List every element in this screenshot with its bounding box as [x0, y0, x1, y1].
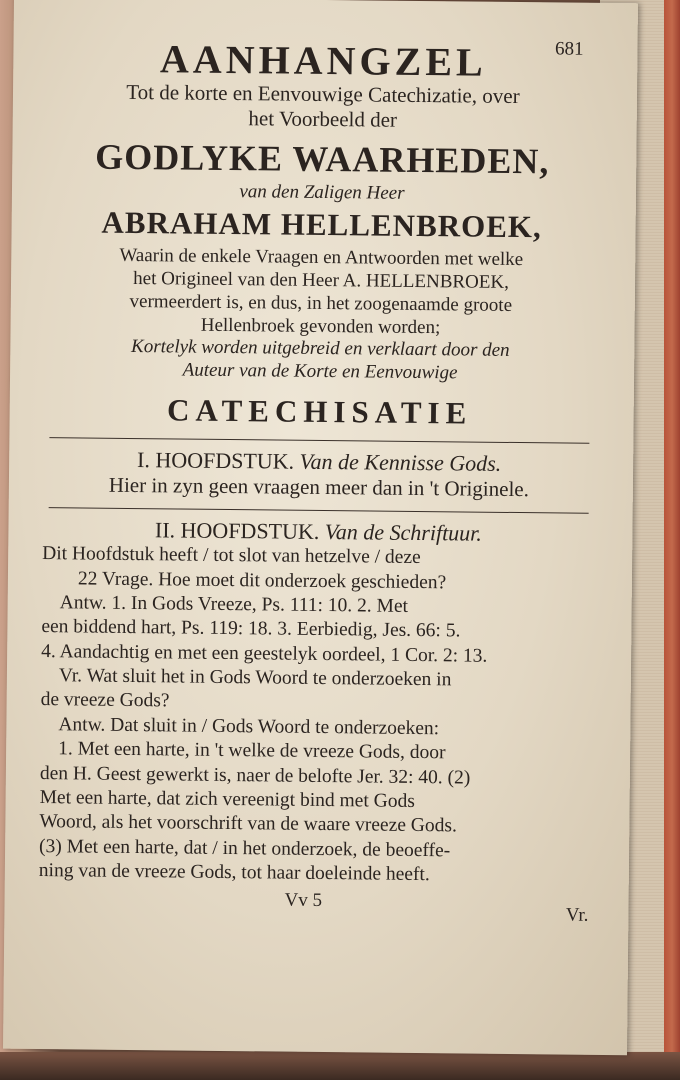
chapter-1-note: Hier in zyn geen vraagen meer dan in 't Originele.: [108, 472, 530, 502]
italic-line: Auteur van de Korte en Eenvouwige: [182, 359, 458, 384]
description-line: het Origineel van den Heer A. HELLENBROEK,: [133, 267, 510, 293]
body-line: (3) Met een harte, dat / in het onderzoek, de beoeffe-: [39, 835, 451, 861]
body-line: Vr. Wat sluit het in Gods Woord te onderzoeken in: [58, 665, 452, 691]
chapter-2-label: II. HOOFDSTUK.: [154, 517, 320, 545]
page-content: [34, 36, 603, 927]
divider: [49, 507, 589, 514]
description-line: Hellenbroek gevonden worden;: [200, 314, 441, 338]
body-line: de vreeze Gods?: [40, 689, 170, 712]
body-line: Woord, als het voorschrift van de waare vreeze Gods.: [39, 811, 457, 837]
catchword: Vr.: [565, 904, 589, 927]
divider: [49, 437, 589, 444]
body-line: Antw. 1. In Gods Vreeze, Ps. 111: 10. 2. Met: [59, 592, 409, 617]
book-cover-edge: [664, 0, 680, 1080]
body-line: Met een harte, dat zich vereenigt bind met Gods: [39, 786, 415, 812]
body-line: ning van de vreeze Gods, tot haar doeleinde heeft.: [38, 860, 430, 886]
description-line: vermeerdert is, en dus, in het zoogenaamde groote: [129, 290, 513, 316]
book-bottom-board: [0, 1052, 680, 1080]
italic-line: Kortelyk worden uitgebreid en verklaart door den: [130, 336, 510, 362]
body-line: 4. Aandachtig en met een geestelyk oordeel, 1 Cor. 2: 13.: [41, 640, 488, 667]
chapter-1-label: I. HOOFDSTUK.: [136, 447, 295, 474]
chapter-1-title: Van de Kennisse Gods.: [299, 448, 502, 476]
subtitle-line-2: het Voorbeeld der: [248, 106, 398, 132]
body-line: 22 Vrage. Hoe moet dit onderzoek geschieden?: [77, 567, 447, 593]
body-text: [35, 542, 599, 889]
body-line: Antw. Dat sluit in / Gods Woord te onderzoeken:: [58, 714, 440, 739]
catechisatie-heading: CATECHISATIE: [166, 392, 473, 431]
body-line: 1. Met een harte, in 't welke de vreeze Gods, door: [58, 738, 446, 764]
chapter-2-title: Van de Schriftuur.: [324, 519, 483, 546]
subtitle-line-1: Tot de korte en Eenvouwige Catechizatie, over: [126, 79, 520, 109]
body-line: Dit Hoofdstuk heeft / tot slot van hetzelve / deze: [42, 543, 421, 569]
page-title: AANHANGZEL: [159, 36, 487, 85]
description-line: Waarin de enkele Vraagen en Antwoorden met welke: [119, 245, 524, 271]
page-number: 681: [554, 38, 584, 60]
body-line: een biddend hart, Ps. 119: 18. 3. Eerbiedig, Jes. 66: 5.: [41, 616, 461, 642]
book-page: [3, 0, 638, 1055]
main-title: GODLYKE WAARHEDEN,: [95, 136, 550, 182]
page-footer: [34, 887, 594, 927]
author-name: ABRAHAM HELLENBROEK,: [101, 204, 542, 245]
signature-mark: Vv 5: [284, 890, 323, 912]
by-line: van den Zaligen Heer: [239, 181, 405, 205]
body-line: den H. Geest gewerkt is, naer de belofte Jer. 32: 40. (2): [39, 762, 471, 789]
